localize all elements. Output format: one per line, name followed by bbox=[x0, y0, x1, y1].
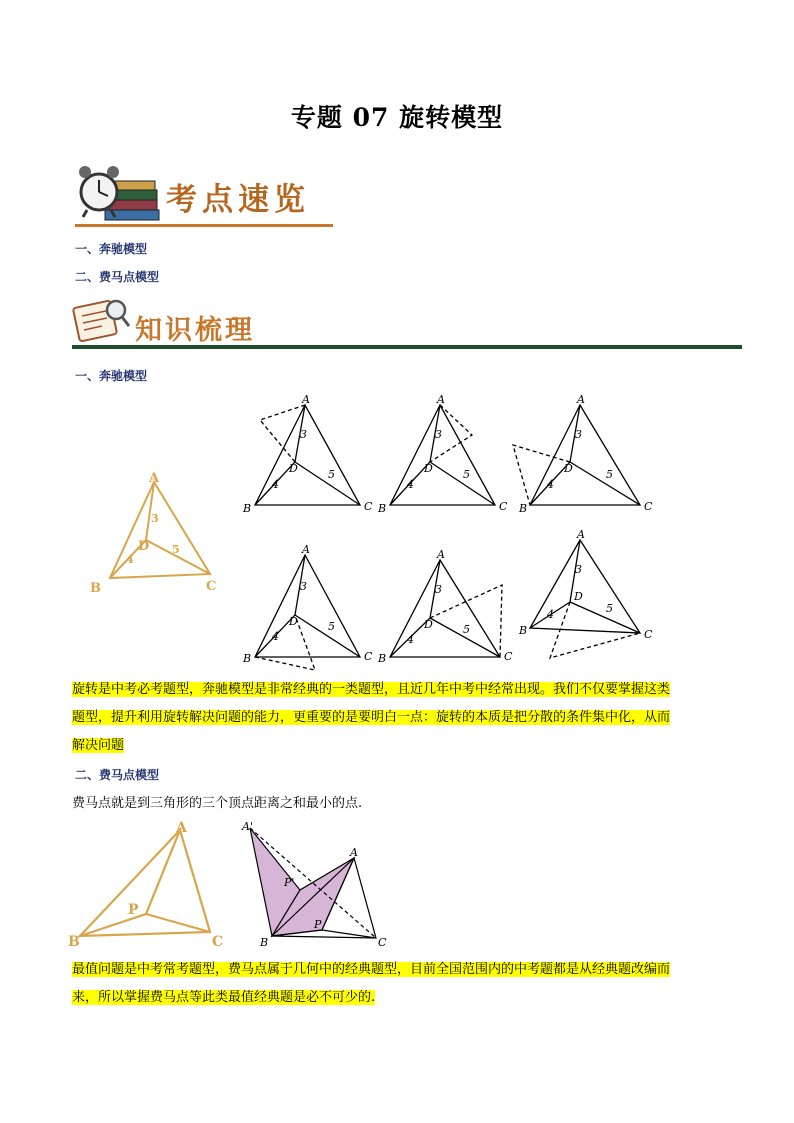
svg-text:3: 3 bbox=[300, 580, 307, 593]
label-A-prime: A' bbox=[242, 820, 253, 833]
page-title: 专题 07 旋转模型 bbox=[290, 103, 504, 132]
svg-text:D: D bbox=[574, 590, 583, 603]
svg-text:B: B bbox=[243, 652, 252, 665]
label-P-prime: P' bbox=[284, 876, 295, 889]
fermat-rotation-figure bbox=[238, 818, 398, 948]
section1-line-2: 题型，提升利用旋转解决问题的能力，更重要的是要明白一点：旋转的本质是把分散的条件集中化，从而 bbox=[72, 710, 671, 725]
label-B: B bbox=[90, 581, 101, 596]
section2-heading: 二、费马点模型 bbox=[75, 768, 160, 782]
svg-text:A: A bbox=[302, 543, 310, 556]
svg-text:3: 3 bbox=[435, 428, 442, 441]
svg-text:B: B bbox=[243, 502, 252, 515]
label-C-printed: C bbox=[378, 936, 387, 948]
svg-text:D: D bbox=[289, 615, 298, 628]
toc-item-benchi: 一、奔驰模型 bbox=[75, 242, 148, 256]
label-D: D bbox=[138, 539, 150, 554]
banner-zhishi-title: 知识梳理 bbox=[135, 315, 255, 346]
section1-line-1: 旋转是中考必考题型，奔驰模型是非常经典的一类题型，且近几年中考中经常出现。我们不仅要掌握这类 bbox=[72, 682, 671, 697]
benchi-sketch-figure bbox=[82, 470, 232, 605]
svg-text:B: B bbox=[519, 624, 528, 637]
label-4: 4 bbox=[126, 553, 134, 566]
svg-text:5: 5 bbox=[328, 468, 335, 481]
svg-text:4: 4 bbox=[547, 478, 554, 491]
section2-line-2: 来，所以掌握费马点等此类最值经典题是必不可少的. bbox=[72, 990, 376, 1005]
svg-text:5: 5 bbox=[328, 620, 335, 633]
section2-line-1: 最值问题是中考常考题型，费马点属于几何中的经典题型，目前全国范围内的中考题都是从经典题改编而 bbox=[72, 962, 671, 977]
label-fermat-A: A bbox=[176, 820, 187, 836]
label-fermat-C: C bbox=[212, 934, 224, 948]
benchi-rotation-figures bbox=[240, 390, 660, 675]
svg-text:A: A bbox=[577, 528, 585, 541]
svg-text:5: 5 bbox=[463, 623, 470, 636]
label-B-printed: B bbox=[260, 936, 269, 948]
svg-text:3: 3 bbox=[575, 428, 582, 441]
svg-text:3: 3 bbox=[300, 428, 307, 441]
banner-kaodian-title: 考点速览 bbox=[166, 182, 310, 218]
svg-text:4: 4 bbox=[407, 478, 414, 491]
svg-text:4: 4 bbox=[272, 478, 279, 491]
svg-text:C: C bbox=[364, 650, 373, 663]
svg-text:D: D bbox=[289, 462, 298, 475]
section2-definition: 费马点就是到三角形的三个顶点距离之和最小的点. bbox=[72, 796, 363, 811]
section2-paragraph bbox=[72, 956, 732, 1012]
svg-text:D: D bbox=[424, 462, 433, 475]
section1-paragraph bbox=[72, 676, 732, 760]
svg-text:4: 4 bbox=[547, 608, 554, 621]
label-P-printed: P bbox=[314, 918, 322, 931]
svg-text:B: B bbox=[378, 502, 387, 515]
label-3: 3 bbox=[151, 512, 159, 525]
svg-text:C: C bbox=[504, 650, 513, 663]
toc-item-feima: 二、费马点模型 bbox=[75, 270, 160, 284]
label-5: 5 bbox=[172, 543, 180, 556]
svg-text:4: 4 bbox=[272, 630, 279, 643]
svg-text:5: 5 bbox=[606, 602, 613, 615]
svg-text:B: B bbox=[519, 502, 528, 515]
label-A: A bbox=[149, 471, 160, 486]
svg-text:A: A bbox=[437, 548, 445, 561]
label-fermat-P: P bbox=[128, 902, 139, 918]
svg-text:D: D bbox=[564, 462, 573, 475]
svg-text:C: C bbox=[364, 500, 373, 513]
svg-text:5: 5 bbox=[463, 468, 470, 481]
svg-text:A: A bbox=[577, 393, 585, 406]
svg-text:C: C bbox=[499, 500, 508, 513]
svg-text:D: D bbox=[424, 618, 433, 631]
alarm-clock-books-icon bbox=[75, 162, 163, 226]
label-C: C bbox=[206, 579, 217, 594]
section1-line-3: 解决问题 bbox=[72, 738, 125, 753]
section1-heading: 一、奔驰模型 bbox=[75, 369, 148, 383]
fermat-sketch-figure bbox=[68, 818, 228, 948]
svg-text:C: C bbox=[644, 628, 653, 641]
svg-text:5: 5 bbox=[606, 468, 613, 481]
label-A-printed: A bbox=[350, 846, 358, 859]
svg-text:3: 3 bbox=[435, 583, 442, 596]
magnifier-paper-icon bbox=[72, 294, 132, 346]
svg-text:3: 3 bbox=[575, 563, 582, 576]
banner-underline bbox=[75, 224, 333, 227]
svg-text:A: A bbox=[437, 393, 445, 406]
svg-text:B: B bbox=[378, 652, 387, 665]
svg-text:C: C bbox=[644, 500, 653, 513]
svg-text:4: 4 bbox=[407, 633, 414, 646]
label-fermat-B: B bbox=[68, 934, 80, 948]
svg-text:A: A bbox=[302, 393, 310, 406]
